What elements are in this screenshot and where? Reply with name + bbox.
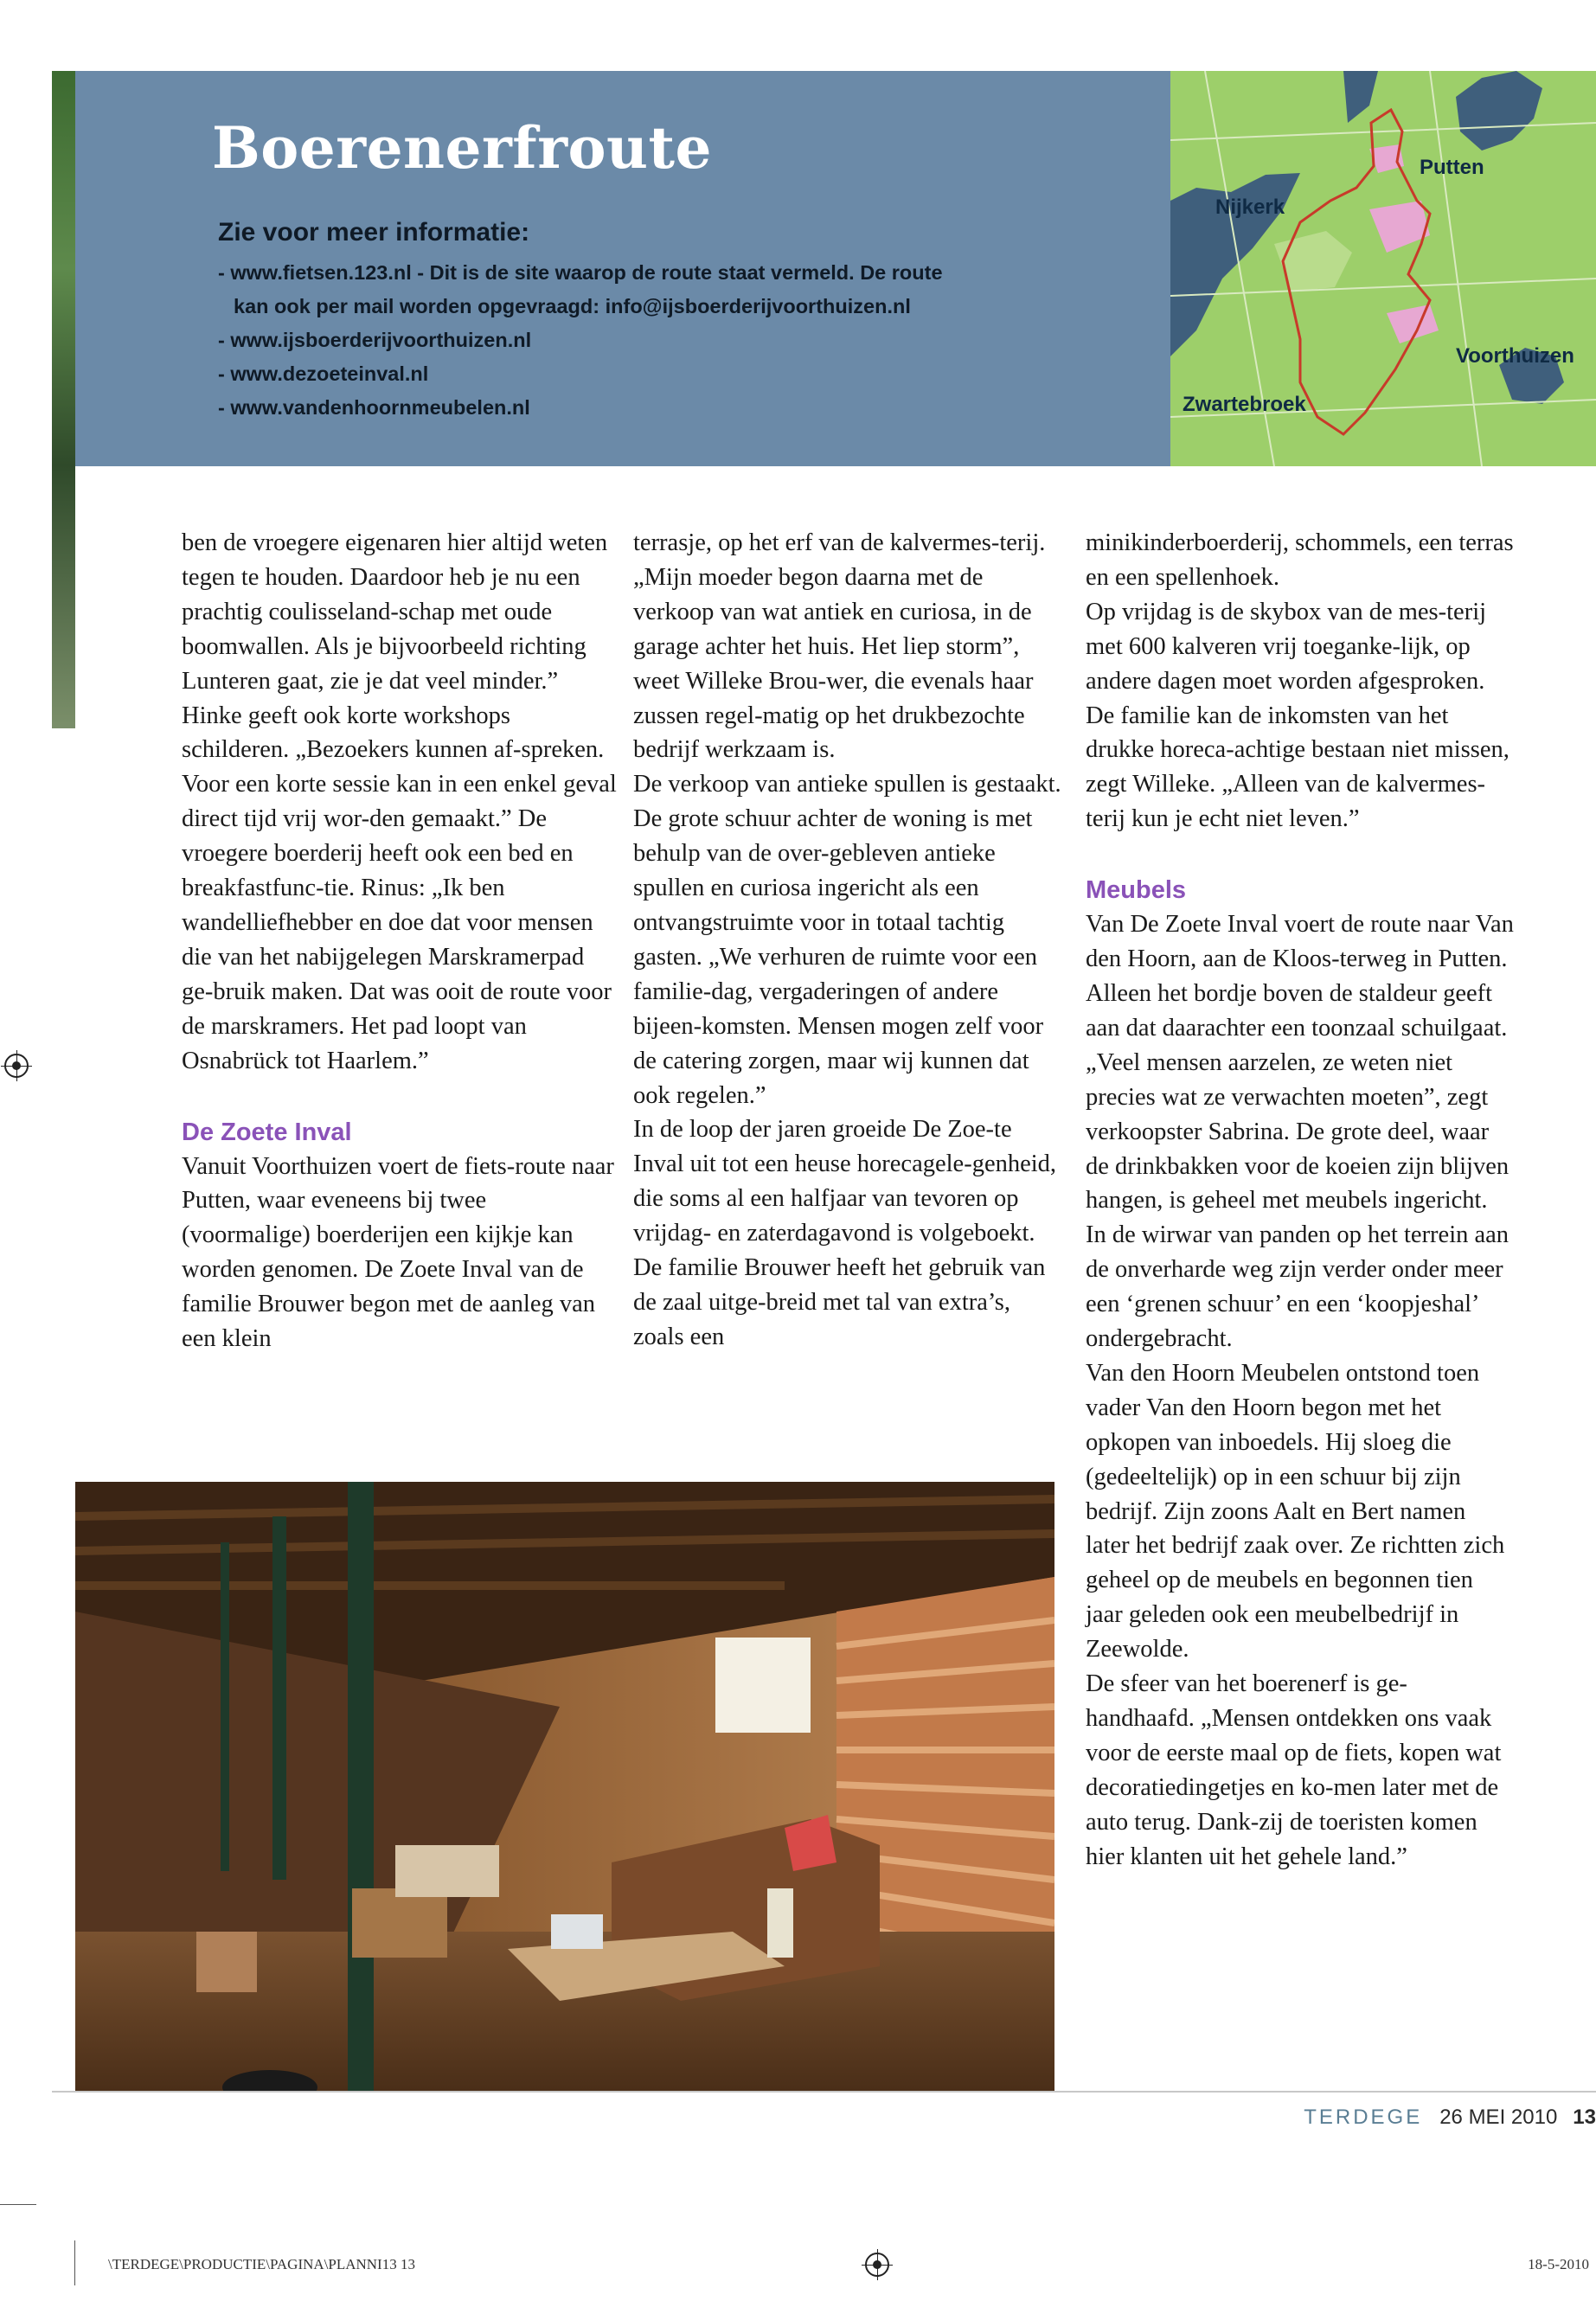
info-line-route-site: - www.fietsen.123.nl - Dit is de site waarop de route staat vermeld. De route bbox=[218, 261, 943, 284]
paragraph: Van De Zoete Inval voert de route naar Van den Hoorn, aan de Kloos-terweg in Putten. Alleen het bordje boven de staldeur geeft aan dat daarachter een toonzaal schuilgaat. „Veel mensen aarzelen, ze weten niet precies wat ze verwachten moeten”, zegt verkoopster Sabrina. De grote deel, waar de drinkbakken voor de koeien zijn blijven hangen, is geheel met meubels ingericht. In de wirwar van panden op het terrein aan de onverharde weg zijn verder onder meer een ‘grenen schuur’ en een ‘koopjeshal’ ondergebracht. bbox=[1086, 911, 1514, 1353]
section-heading-meubels: Meubels bbox=[1086, 876, 1187, 905]
registration-mark-icon bbox=[4, 1054, 29, 1078]
green-column bbox=[221, 1542, 229, 1871]
window bbox=[715, 1638, 811, 1733]
print-slug-path: \TERDEGE\PRODUCTIE\PAGINA\PLANNI13 13 bbox=[108, 2256, 415, 2272]
paragraph: De verkoop van antieke spullen is gestaakt. De grote schuur achter de woning is met behulp van de over-gebleven antieke spullen en curiosa ingericht als een ontvangstruimte voor in totaal tachtig gasten. „We verhuren de ruimte voor een familie-dag, vergaderingen of andere bijeen-komsten. Mensen mogen zelf voor de catering zorgen, maar wij kunnen dat ook regelen.” bbox=[633, 771, 1061, 1109]
page-footer bbox=[1304, 2106, 1596, 2130]
paragraph: minikinderboerderij, schommels, een terras en een spellenhoek. bbox=[1086, 529, 1514, 591]
left-edge-photo-strip bbox=[52, 71, 75, 728]
map-label-voorthuizen: Voorthuizen bbox=[1456, 344, 1574, 368]
magazine-name: TERDEGE bbox=[1304, 2106, 1423, 2129]
map-label-putten: Putten bbox=[1420, 156, 1484, 179]
paragraph: Op vrijdag is de skybox van de mes-terij met 600 kalveren vrij toeganke-lijk, op andere dagen moet worden afgesproken. De familie kan de inkomsten van het drukke horeca-achtige bestaan niet missen, zegt Willeke. „Alleen van de kalvermes-terij kun je echt niet leven.” bbox=[1086, 598, 1509, 833]
article-column-2 bbox=[633, 526, 1066, 1355]
page-number: 13 bbox=[1573, 2106, 1596, 2129]
footer-rule bbox=[52, 2091, 1596, 2093]
paragraph: terrasje, op het erf van de kalvermes-terij. „Mijn moeder begon daarna met de verkoop van wat antiek en curiosa, in de garage achter het huis. Het liep storm”, weet Willeke Brou-wer, die evenals haar zussen regel-matig op het drukbezochte bedrijf werkzaam is. bbox=[633, 529, 1046, 764]
print-slug-date: 18-5-2010 bbox=[1528, 2256, 1589, 2272]
paragraph: ben de vroegere eigenaren hier altijd weten tegen te houden. Daardoor heb je nu een prachtig coulisseland-schap met oude boomwallen. Als je bijvoorbeeld richting Lunteren gaat, zie je dat veel minder.” bbox=[182, 529, 608, 695]
section-heading-zoete-inval: De Zoete Inval bbox=[182, 1118, 352, 1146]
side-table bbox=[196, 1932, 257, 1992]
paragraph: De sfeer van het boerenerf is ge-handhaafd. „Mensen ontdekken ons vaak voor de eerste maal op de fiets, kopen wat decoratiedingetjes en ko-men later met de auto terug. Dank-zij de toeristen komen hier klanten uit het gehele land.” bbox=[1086, 1670, 1502, 1870]
info-header-box bbox=[75, 71, 1170, 466]
green-column bbox=[348, 1482, 374, 2091]
info-list bbox=[218, 256, 1152, 425]
map-label-nijkerk: Nijkerk bbox=[1215, 195, 1285, 219]
cabinet bbox=[352, 1888, 447, 1958]
paragraph: In de loop der jaren groeide De Zoe-te Inval uit tot een heuse horecagele-genheid, die soms al een halfjaar van tevoren op vrijdag- en zaterdagavond is volgeboekt. De familie Brouwer heeft het gebruik van de zaal uitge-breid met tal van extra’s, zoals een bbox=[633, 1116, 1057, 1350]
map-label-zwartebroek: Zwartebroek bbox=[1183, 393, 1306, 416]
article-column-3 bbox=[1086, 526, 1514, 1875]
paragraph: Van den Hoorn Meubelen ontstond toen vader Van den Hoorn begon met het opkopen van inboedels. Hij sloeg die (gedeeltelijk) op in een schuur bij zijn bedrijf. Zijn zoons Aalt en Bert namen later het bedrijf zaak over. Ze richtten zich geheel op de meubels en begonnen tien jaar geleden ook een meubelbedrijf in Zeewolde. bbox=[1086, 1359, 1505, 1663]
green-column bbox=[272, 1516, 286, 1880]
display-shelf bbox=[395, 1845, 499, 1897]
info-line-zoeteinval: - www.dezoeteinval.nl bbox=[218, 362, 429, 385]
crop-mark bbox=[0, 2204, 36, 2205]
article-column-1 bbox=[182, 526, 619, 1356]
issue-date: 26 MEI 2010 bbox=[1439, 2106, 1558, 2129]
info-line-route-mail: kan ook per mail worden opgevraagd: info@ijsboerderijvoorthuizen.nl bbox=[234, 295, 911, 317]
registration-mark-icon bbox=[865, 2253, 889, 2277]
info-line-vandenhoorn: - www.vandenhoornmeubelen.nl bbox=[218, 396, 530, 419]
interior-photo bbox=[75, 1482, 1054, 2091]
paragraph: Hinke geeft ook korte workshops schilderen. „Bezoekers kunnen af-spreken. Voor een korte sessie kan in een enkel geval direct tijd vrij wor-den gemaakt.” De vroegere boerderij heeft ook een bed en breakfastfunc-tie. Rinus: „Ik ben wandelliefhebber en doe dat voor mensen die van het nabijgelegen Marskramerpad ge-bruik maken. Dat was ooit de route voor de marskramers. Het pad loopt van Osnabrück tot Haarlem.” bbox=[182, 702, 617, 1074]
page-title: Boerenerfroute bbox=[212, 114, 712, 182]
candle-holder bbox=[767, 1888, 793, 1958]
info-heading: Zie voor meer informatie: bbox=[218, 218, 530, 247]
paragraph: Vanuit Voorthuizen voert de fiets-route naar Putten, waar eveneens bij twee (voormalige) boerderijen een kijkje kan worden genomen. De Zoete Inval van de familie Brouwer begon met de aanleg van een klein bbox=[182, 1152, 614, 1353]
info-line-ijsboerderij: - www.ijsboerderijvoorthuizen.nl bbox=[218, 329, 532, 351]
route-map bbox=[1170, 71, 1596, 466]
crop-mark bbox=[74, 2240, 75, 2285]
glassware bbox=[551, 1914, 603, 1949]
